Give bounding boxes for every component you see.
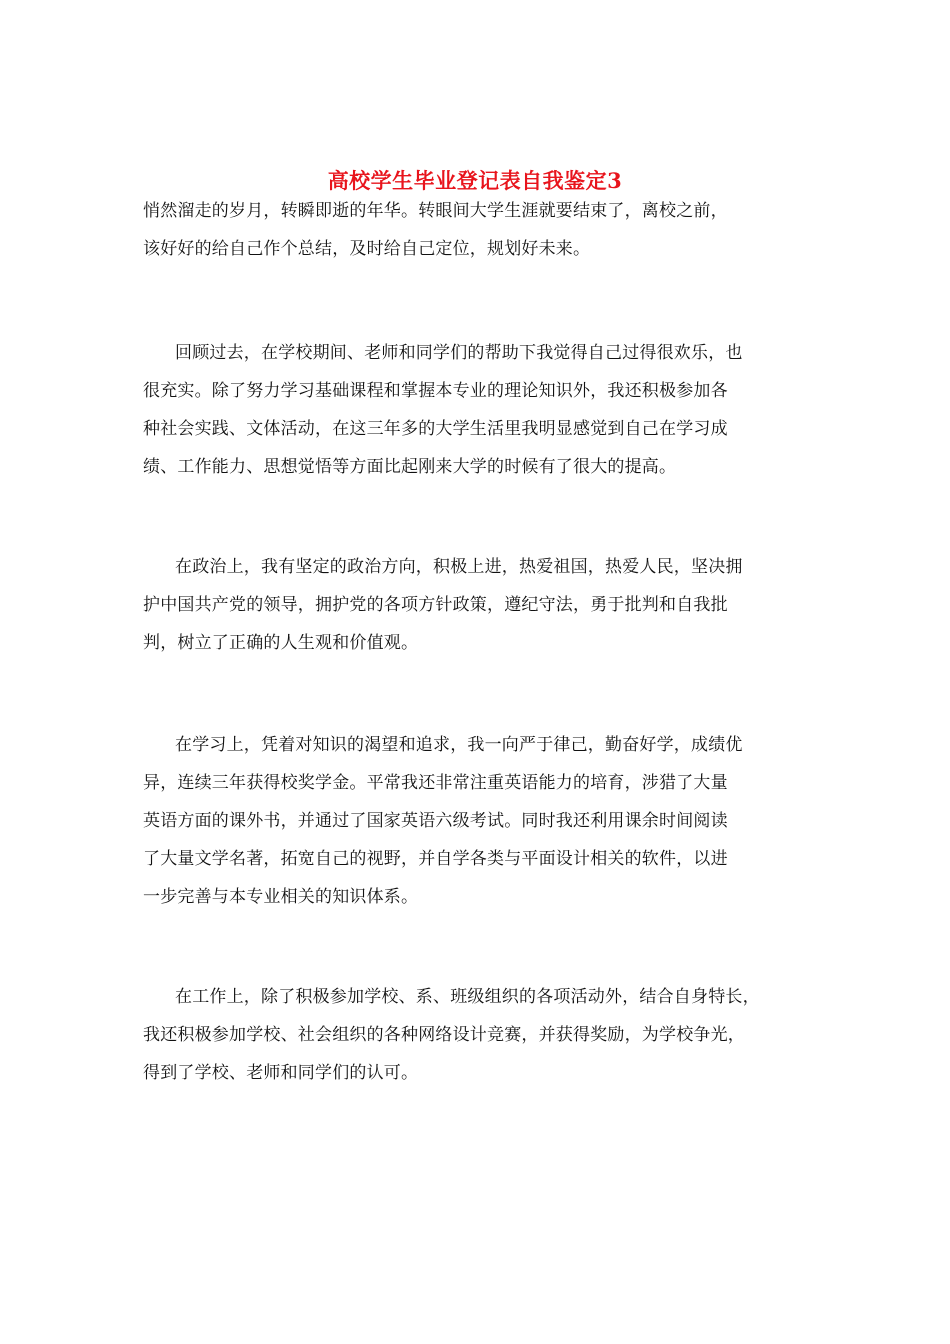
paragraph-politics: [143, 548, 813, 662]
paragraph-line: 回顾过去，在学校期间、老师和同学们的帮助下我觉得自己过得很欢乐，也: [175, 343, 743, 363]
paragraph-review: [143, 334, 813, 486]
paragraph-line: 异，连续三年获得校奖学金。平常我还非常注重英语能力的培育，涉猎了大量: [143, 773, 728, 793]
paragraph-line: 悄然溜走的岁月，转瞬即逝的年华。转眼间大学生涯就要结束了，离校之前，: [143, 201, 728, 221]
paragraph-line: 我还积极参加学校、社会组织的各种网络设计竞赛，并获得奖励，为学校争光，: [143, 1025, 745, 1045]
paragraph-line: 判，树立了正确的人生观和价值观。: [143, 633, 419, 653]
paragraph-line: 在工作上，除了积极参加学校、系、班级组织的各项活动外，结合自身特长，: [175, 987, 760, 1007]
paragraph-line: 很充实。除了努力学习基础课程和掌握本专业的理论知识外，我还积极参加各: [143, 381, 728, 401]
paragraph-study: [143, 726, 813, 916]
paragraph-line: 英语方面的课外书，并通过了国家英语六级考试。同时我还利用课余时间阅读: [143, 811, 728, 831]
paragraph-line: 得到了学校、老师和同学们的认可。: [143, 1063, 419, 1083]
paragraph-work: [143, 978, 813, 1092]
paragraph-line: 一步完善与本专业相关的知识体系。: [143, 887, 419, 907]
paragraph-line: 种社会实践、文体活动，在这三年多的大学生活里我明显感觉到自己在学习成: [143, 419, 728, 439]
document-title: 高校学生毕业登记表自我鉴定3: [327, 168, 623, 194]
paragraph-line: 了大量文学名著，拓宽自己的视野，并自学各类与平面设计相关的软件，以进: [143, 849, 728, 869]
paragraph-line: 绩、工作能力、思想觉悟等方面比起刚来大学的时候有了很大的提高。: [143, 457, 677, 477]
paragraph-line: 护中国共产党的领导，拥护党的各项方针政策，遵纪守法，勇于批判和自我批: [143, 595, 728, 615]
paragraph-line: 该好好的给自己作个总结，及时给自己定位，规划好未来。: [143, 239, 591, 259]
paragraph-line: 在政治上，我有坚定的政治方向，积极上进，热爱祖国，热爱人民，坚决拥: [175, 557, 743, 577]
paragraph-line: 在学习上，凭着对知识的渴望和追求，我一向严于律己，勤奋好学，成绩优: [175, 735, 743, 755]
paragraph-intro: [143, 192, 813, 268]
